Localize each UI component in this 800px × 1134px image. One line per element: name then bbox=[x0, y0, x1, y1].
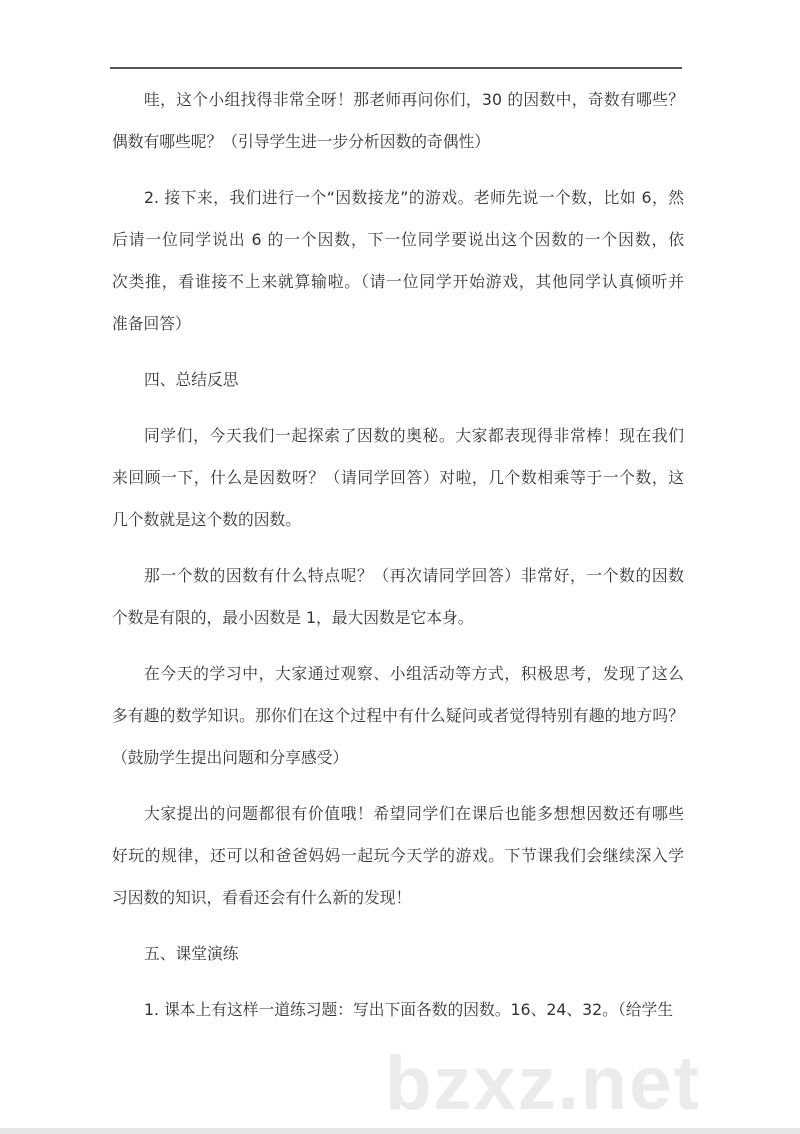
text-line: 来回顾一下，什么是因数呀？（请同学回答）对啦，几个数相乘等于一个数，这 bbox=[112, 468, 684, 487]
text-line: （鼓励学生提出问题和分享感受） bbox=[112, 748, 349, 767]
text-line: 2. 接下来，我们进行一个“因数接龙”的游戏。老师先说一个数，比如 6，然 bbox=[144, 188, 684, 207]
text-line: 五、课堂演练 bbox=[144, 944, 239, 963]
paragraph bbox=[112, 555, 684, 639]
text-line: 同学们，今天我们一起探索了因数的奥秘。大家都表现得非常棒！现在我们 bbox=[144, 426, 684, 445]
paragraph bbox=[112, 415, 684, 541]
text-line: 后请一位同学说出 6 的一个因数，下一位同学要说出这个因数的一个因数，依 bbox=[112, 230, 684, 249]
paragraph bbox=[112, 653, 684, 779]
section-heading bbox=[112, 933, 684, 975]
section-heading bbox=[112, 359, 684, 401]
text-line: 偶数有哪些呢？（引导学生进一步分析因数的奇偶性） bbox=[112, 132, 490, 151]
text-line: 那一个数的因数有什么特点呢？（再次请同学回答）非常好，一个数的因数 bbox=[144, 566, 684, 585]
watermark: bzxz.net bbox=[385, 1041, 701, 1126]
text-line: 哇，这个小组找得非常全呀！那老师再问你们，30 的因数中，奇数有哪些？ bbox=[144, 90, 684, 109]
paragraph bbox=[112, 79, 684, 163]
text-line: 好玩的规律，还可以和爸爸妈妈一起玩今天学的游戏。下节课我们会继续深入学 bbox=[112, 846, 684, 865]
text-line: 次类推，看谁接不上来就算输啦。（请一位同学开始游戏，其他同学认真倾听并 bbox=[112, 272, 684, 291]
header-rule bbox=[110, 67, 682, 69]
paragraph bbox=[112, 177, 684, 345]
text-line: 个数是有限的，最小因数是 1，最大因数是它本身。 bbox=[112, 608, 474, 627]
text-line: 在今天的学习中，大家通过观察、小组活动等方式，积极思考，发现了这么 bbox=[144, 664, 684, 683]
text-line: 准备回答） bbox=[112, 314, 191, 333]
text-line: 多有趣的数学知识。那你们在这个过程中有什么疑问或者觉得特别有趣的地方吗？ bbox=[112, 706, 684, 725]
document-body bbox=[112, 79, 684, 1045]
page-bottom-edge bbox=[0, 1128, 800, 1134]
paragraph bbox=[112, 793, 684, 919]
paragraph bbox=[112, 989, 684, 1031]
text-line: 大家提出的问题都很有价值哦！希望同学们在课后也能多想想因数还有哪些 bbox=[144, 804, 684, 823]
text-line: 几个数就是这个数的因数。 bbox=[112, 510, 301, 529]
text-line: 习因数的知识，看看还会有什么新的发现！ bbox=[112, 888, 412, 907]
text-line: 四、总结反思 bbox=[144, 370, 239, 389]
text-line: 1. 课本上有这样一道练习题：写出下面各数的因数。16、24、32。（给学生 bbox=[144, 1000, 674, 1019]
